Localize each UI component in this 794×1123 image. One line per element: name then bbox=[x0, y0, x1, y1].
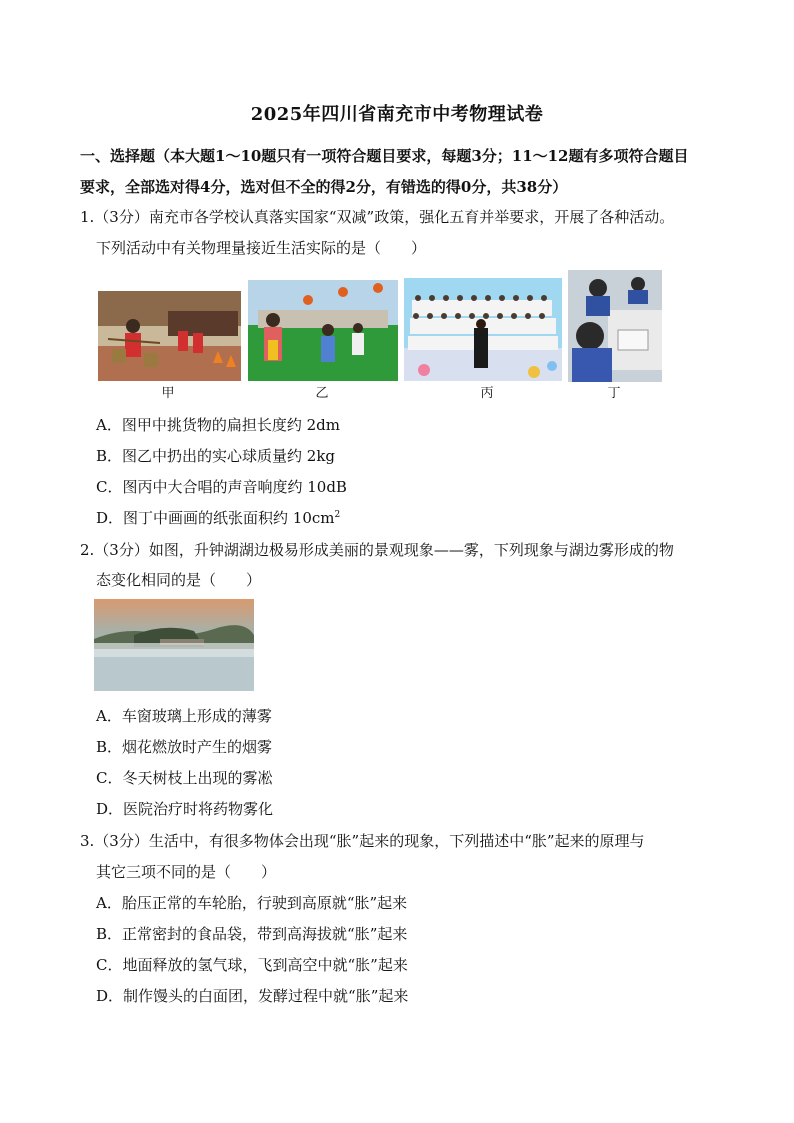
photo-jia bbox=[98, 291, 241, 381]
q2-option-b: B．烟花燃放时产生的烟雾 bbox=[96, 738, 273, 756]
q2-option-c: C．冬天树枝上出现的雾凇 bbox=[96, 769, 273, 787]
caption-bing: 丙 bbox=[480, 386, 494, 401]
q1-option-d-text: D．图丁中画画的纸张面积约 10cm bbox=[96, 509, 335, 527]
q1-option-b: B．图乙中扔出的实心球质量约 2kg bbox=[96, 447, 336, 465]
q1-option-d-superscript: 2 bbox=[334, 510, 341, 520]
caption-ding: 丁 bbox=[607, 386, 621, 401]
q2-option-a: A．车窗玻璃上形成的薄雾 bbox=[96, 707, 272, 725]
section-heading-line-1: 一、选择题（本大题1～10题只有一项符合题目要求，每题3分；11～12题有多项符合题目 bbox=[80, 147, 689, 165]
q3-option-c: C．地面释放的氢气球，飞到高空中就“胀”起来 bbox=[96, 956, 408, 974]
q2-stem-line-2: 态变化相同的是（ ） bbox=[96, 571, 262, 589]
photo-lake-fog bbox=[94, 599, 254, 691]
photo-ding bbox=[568, 270, 662, 382]
q1-option-d bbox=[96, 507, 340, 528]
q2-stem-line-1: 2.（3分）如图，升钟湖湖边极易形成美丽的景观现象——雾，下列现象与湖边雾形成的物 bbox=[80, 541, 674, 559]
page-title: 2025年四川省南充市中考物理试卷 bbox=[250, 104, 544, 125]
q3-stem-line-2: 其它三项不同的是（ ） bbox=[96, 863, 277, 881]
caption-yi: 乙 bbox=[315, 386, 329, 401]
q2-option-d: D．医院治疗时将药物雾化 bbox=[96, 800, 274, 818]
q3-option-a: A．胎压正常的车轮胎，行驶到高原就“胀”起来 bbox=[96, 894, 408, 912]
q1-stem-line-1: 1.（3分）南充市各学校认真落实国家“双减”政策，强化五育并举要求，开展了各种活动。 bbox=[80, 208, 675, 226]
q3-option-b: B．正常密封的食品袋，带到高海拔就“胀”起来 bbox=[96, 925, 408, 943]
q1-stem-line-2: 下列活动中有关物理量接近生活实际的是（ ） bbox=[96, 239, 427, 257]
photo-bing bbox=[404, 278, 562, 381]
q1-option-c: C．图丙中大合唱的声音响度约 10dB bbox=[96, 478, 347, 496]
section-heading-line-2: 要求，全部选对得4分，选对但不全的得2分，有错选的得0分，共38分） bbox=[80, 178, 568, 196]
q3-option-d: D．制作馒头的白面团，发酵过程中就“胀”起来 bbox=[96, 987, 409, 1005]
q3-stem-line-1: 3.（3分）生活中，有很多物体会出现“胀”起来的现象，下列描述中“胀”起来的原理与 bbox=[80, 832, 645, 850]
photo-yi bbox=[248, 280, 398, 381]
caption-jia: 甲 bbox=[161, 386, 175, 401]
q1-option-a: A．图甲中挑货物的扁担长度约 2dm bbox=[96, 416, 340, 434]
